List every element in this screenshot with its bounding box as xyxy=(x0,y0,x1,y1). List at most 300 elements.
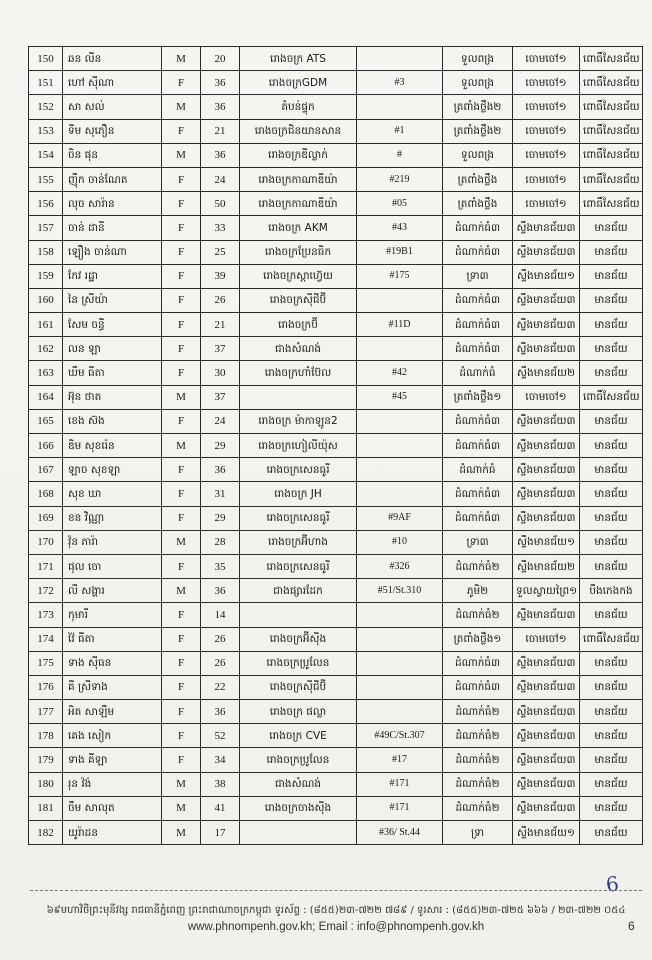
age-cell: 14 xyxy=(201,603,240,627)
name-cell: កែវ រដ្ឋា xyxy=(63,264,162,288)
house-number-cell xyxy=(357,627,443,651)
table-row xyxy=(29,192,643,216)
district-cell: មានជ័យ xyxy=(580,748,643,772)
workplace-cell: រោងចក្រGDM xyxy=(240,71,357,95)
commune-cell: ចោមចៅ១ xyxy=(513,627,580,651)
age-cell: 41 xyxy=(201,796,240,820)
district-cell: មានជ័យ xyxy=(580,216,643,240)
row-number-cell: 179 xyxy=(29,748,63,772)
name-cell: ចឹម សាលុត xyxy=(63,796,162,820)
name-cell: លី សង្ហារ xyxy=(63,579,162,603)
village-cell: ដំណាក់ធំ xyxy=(443,361,513,385)
table-row xyxy=(29,724,643,748)
workplace-cell: រោងចក្រឌីល្លាក់ xyxy=(240,143,357,167)
workplace-cell: រោងចក្រអ៊ីស៊ីង xyxy=(240,627,357,651)
workplace-cell: តំបន់ផ្ទុក xyxy=(240,95,357,119)
footer-contact: www.phnompenh.gov.kh; Email : info@phnompenh.gov.kh xyxy=(187,921,485,933)
district-cell: មានជ័យ xyxy=(580,361,643,385)
age-cell: 21 xyxy=(201,119,240,143)
sex-cell: M xyxy=(162,47,201,71)
age-cell: 24 xyxy=(201,167,240,191)
district-cell: មានជ័យ xyxy=(580,554,643,578)
age-cell: 36 xyxy=(201,71,240,95)
age-cell: 52 xyxy=(201,724,240,748)
sex-cell: F xyxy=(162,288,201,312)
table-body xyxy=(29,47,643,845)
age-cell: 38 xyxy=(201,772,240,796)
table-row xyxy=(29,167,643,191)
row-number-cell: 159 xyxy=(29,264,63,288)
district-cell: ពោធិ៍សែនជ័យ xyxy=(580,167,643,191)
workplace-cell: រោងចក្រស៊ីជីប៊ី xyxy=(240,675,357,699)
row-number-cell: 171 xyxy=(29,554,63,578)
district-cell: ពោធិ៍សែនជ័យ xyxy=(580,47,643,71)
row-number-cell: 152 xyxy=(29,95,63,119)
row-number-cell: 182 xyxy=(29,821,63,845)
workplace-cell: ជាងសំណង់ xyxy=(240,337,357,361)
name-cell: គី ស្រីទាង xyxy=(63,675,162,699)
sex-cell: M xyxy=(162,796,201,820)
district-cell: ពោធិ៍សែនជ័យ xyxy=(580,627,643,651)
house-number-cell: #9AF xyxy=(357,506,443,530)
footer-address: ៦៩មហាវិថីព្រះមុនីវង្ស រាជធានីភ្នំពេញ ព្រះរាជាណាចក្រកម្ពុជា ទូរស័ព្ទ : (៨៥៥)២៣-៧២២ ៧៨៩ / ទូរសារ : (៨៥៥)២៣-៧២៥ ៦៦៦ / ២៣-៧២២ ០៥៤ xyxy=(46,905,626,916)
village-cell: ដំណាក់ធំ៣ xyxy=(443,651,513,675)
name-cell: ឆន លីន xyxy=(63,47,162,71)
age-cell: 29 xyxy=(201,506,240,530)
table-row xyxy=(29,748,643,772)
sex-cell: M xyxy=(162,579,201,603)
district-cell: ពោធិ៍សែនជ័យ xyxy=(580,71,643,95)
row-number-cell: 170 xyxy=(29,530,63,554)
commune-cell: ស្ទឹងមានជ័យ៣ xyxy=(513,288,580,312)
name-cell: ចិន ផុន xyxy=(63,143,162,167)
row-number-cell: 173 xyxy=(29,603,63,627)
house-number-cell xyxy=(357,47,443,71)
house-number-cell xyxy=(357,409,443,433)
age-cell: 39 xyxy=(201,264,240,288)
name-cell: ផុល ចោ xyxy=(63,554,162,578)
village-cell: ដំណាក់ធំ២ xyxy=(443,772,513,796)
commune-cell: ស្ទឹងមានជ័យ១ xyxy=(513,530,580,554)
commune-cell: ស្ទឹងមានជ័យ៣ xyxy=(513,748,580,772)
house-number-cell: #19B1 xyxy=(357,240,443,264)
village-cell: ដំណាក់ធំ៣ xyxy=(443,240,513,264)
page-number: 6 xyxy=(628,919,635,933)
row-number-cell: 178 xyxy=(29,724,63,748)
workplace-cell: រោងចក្រ ម៉ាកាឡូន2 xyxy=(240,409,357,433)
village-cell: ដំណាក់ធំ៣ xyxy=(443,434,513,458)
house-number-cell: #326 xyxy=(357,554,443,578)
commune-cell: ស្ទឹងមានជ័យ៣ xyxy=(513,482,580,506)
row-number-cell: 163 xyxy=(29,361,63,385)
village-cell: ដំណាក់ធំ៣ xyxy=(443,216,513,240)
table-row xyxy=(29,361,643,385)
table-row xyxy=(29,675,643,699)
district-cell: មានជ័យ xyxy=(580,264,643,288)
district-cell: មានជ័យ xyxy=(580,530,643,554)
house-number-cell xyxy=(357,288,443,312)
name-cell: ឃឹម ធីតា xyxy=(63,361,162,385)
table-row xyxy=(29,482,643,506)
village-cell: ទ្រា៣ xyxy=(443,264,513,288)
workplace-cell: រោងចក្រជិនយានសាន xyxy=(240,119,357,143)
row-number-cell: 151 xyxy=(29,71,63,95)
sex-cell: M xyxy=(162,434,201,458)
house-number-cell: #171 xyxy=(357,772,443,796)
sex-cell: F xyxy=(162,482,201,506)
name-cell: ឡឿង ចាន់ណា xyxy=(63,240,162,264)
district-cell: មានជ័យ xyxy=(580,700,643,724)
village-cell: ដំណាក់ធំ៣ xyxy=(443,506,513,530)
table-row xyxy=(29,821,643,845)
table-row xyxy=(29,385,643,409)
name-cell: យូរ៉ាដន xyxy=(63,821,162,845)
case-list-table xyxy=(28,46,643,845)
row-number-cell: 164 xyxy=(29,385,63,409)
commune-cell: ស្ទឹងមានជ័យ២ xyxy=(513,554,580,578)
age-cell: 20 xyxy=(201,47,240,71)
sex-cell: F xyxy=(162,700,201,724)
village-cell: ត្រពាំងថ្លឹង២ xyxy=(443,95,513,119)
row-number-cell: 162 xyxy=(29,337,63,361)
house-number-cell: #219 xyxy=(357,167,443,191)
house-number-cell xyxy=(357,482,443,506)
commune-cell: ស្ទឹងមានជ័យ៣ xyxy=(513,724,580,748)
village-cell: ដំណាក់ធំ២ xyxy=(443,700,513,724)
workplace-cell: រោងចក្រសេនធូរី xyxy=(240,554,357,578)
table-row xyxy=(29,264,643,288)
village-cell: ទ្រា xyxy=(443,821,513,845)
house-number-cell: #05 xyxy=(357,192,443,216)
district-cell: បឹងកេងកង xyxy=(580,579,643,603)
table-row xyxy=(29,506,643,530)
house-number-cell: #49C/St.307 xyxy=(357,724,443,748)
sex-cell: F xyxy=(162,409,201,433)
sex-cell: M xyxy=(162,385,201,409)
house-number-cell xyxy=(357,700,443,724)
sex-cell: F xyxy=(162,71,201,95)
house-number-cell: #175 xyxy=(357,264,443,288)
village-cell: ដំណាក់ធំ xyxy=(443,458,513,482)
commune-cell: ស្ទឹងមានជ័យ៣ xyxy=(513,216,580,240)
commune-cell: ស្ទឹងមានជ័យ៣ xyxy=(513,458,580,482)
sex-cell: F xyxy=(162,119,201,143)
age-cell: 31 xyxy=(201,482,240,506)
commune-cell: ចោមចៅ១ xyxy=(513,119,580,143)
village-cell: ដំណាក់ធំ៣ xyxy=(443,409,513,433)
name-cell: សុខ ឃា xyxy=(63,482,162,506)
age-cell: 33 xyxy=(201,216,240,240)
age-cell: 28 xyxy=(201,530,240,554)
village-cell: ដំណាក់ធំ៣ xyxy=(443,337,513,361)
name-cell: វ៉ុន ភារ៉ា xyxy=(63,530,162,554)
house-number-cell xyxy=(357,95,443,119)
village-cell: ដំណាក់ធំ៣ xyxy=(443,313,513,337)
name-cell: ទីម សុភឿន xyxy=(63,119,162,143)
row-number-cell: 166 xyxy=(29,434,63,458)
row-number-cell: 169 xyxy=(29,506,63,530)
village-cell: ដំណាក់ធំ២ xyxy=(443,796,513,820)
name-cell: ឌិម សុខរ៉េន xyxy=(63,434,162,458)
row-number-cell: 172 xyxy=(29,579,63,603)
workplace-cell: រោងចក្រសេនធូរី xyxy=(240,506,357,530)
workplace-cell xyxy=(240,385,357,409)
sex-cell: F xyxy=(162,264,201,288)
row-number-cell: 150 xyxy=(29,47,63,71)
house-number-cell: #1 xyxy=(357,119,443,143)
name-cell: លន ឡា xyxy=(63,337,162,361)
row-number-cell: 180 xyxy=(29,772,63,796)
commune-cell: ស្ទឹងមានជ័យ៣ xyxy=(513,313,580,337)
table-row xyxy=(29,288,643,312)
commune-cell: ចោមចៅ១ xyxy=(513,192,580,216)
sex-cell: M xyxy=(162,821,201,845)
name-cell: កុមារី xyxy=(63,603,162,627)
age-cell: 36 xyxy=(201,579,240,603)
district-cell: មានជ័យ xyxy=(580,458,643,482)
table-row xyxy=(29,700,643,724)
sex-cell: F xyxy=(162,675,201,699)
district-cell: ពោធិ៍សែនជ័យ xyxy=(580,192,643,216)
sex-cell: F xyxy=(162,651,201,675)
sex-cell: M xyxy=(162,530,201,554)
sex-cell: F xyxy=(162,603,201,627)
table-row xyxy=(29,796,643,820)
name-cell: អ៊ុន ថាត xyxy=(63,385,162,409)
village-cell: ភូមិ២ xyxy=(443,579,513,603)
table-row xyxy=(29,313,643,337)
row-number-cell: 160 xyxy=(29,288,63,312)
row-number-cell: 165 xyxy=(29,409,63,433)
house-number-cell: #17 xyxy=(357,748,443,772)
workplace-cell: រោងចក្រចាងស៊ីង xyxy=(240,796,357,820)
workplace-cell xyxy=(240,603,357,627)
district-cell: មានជ័យ xyxy=(580,288,643,312)
commune-cell: ស្ទឹងមានជ័យ៣ xyxy=(513,772,580,796)
footer-divider xyxy=(30,890,642,891)
workplace-cell: ជាងសំណង់ xyxy=(240,772,357,796)
name-cell: នៃ ស្រីយ៉ា xyxy=(63,288,162,312)
village-cell: ដំណាក់ធំ២ xyxy=(443,748,513,772)
district-cell: ពោធិ៍សែនជ័យ xyxy=(580,143,643,167)
commune-cell: ចោមចៅ១ xyxy=(513,143,580,167)
commune-cell: ស្ទឹងមានជ័យ១ xyxy=(513,821,580,845)
handwritten-mark: 6 xyxy=(604,871,621,897)
age-cell: 21 xyxy=(201,313,240,337)
commune-cell: ស្ទឹងមានជ័យ៣ xyxy=(513,434,580,458)
house-number-cell: #45 xyxy=(357,385,443,409)
house-number-cell: #171 xyxy=(357,796,443,820)
commune-cell: ស្ទឹងមានជ័យ៣ xyxy=(513,675,580,699)
table-row xyxy=(29,143,643,167)
age-cell: 22 xyxy=(201,675,240,699)
row-number-cell: 168 xyxy=(29,482,63,506)
village-cell: ដំណាក់ធំ២ xyxy=(443,724,513,748)
district-cell: មានជ័យ xyxy=(580,337,643,361)
workplace-cell: រោងចក្រសេនធូរី xyxy=(240,458,357,482)
village-cell: ដំណាក់ធំ៣ xyxy=(443,288,513,312)
workplace-cell: រោងចក្រស៊ីជីប៊ី xyxy=(240,288,357,312)
workplace-cell: រោងចក្រ ផល្លា xyxy=(240,700,357,724)
table-row xyxy=(29,95,643,119)
name-cell: ឡាច សុខឡា xyxy=(63,458,162,482)
workplace-cell: រោងចក្រហាំប៊ែល xyxy=(240,361,357,385)
table-row xyxy=(29,409,643,433)
house-number-cell: #36/ St.44 xyxy=(357,821,443,845)
row-number-cell: 176 xyxy=(29,675,63,699)
district-cell: ពោធិ៍សែនជ័យ xyxy=(580,95,643,119)
district-cell: ពោធិ៍សែនជ័យ xyxy=(580,385,643,409)
table-row xyxy=(29,458,643,482)
row-number-cell: 154 xyxy=(29,143,63,167)
sex-cell: F xyxy=(162,240,201,264)
house-number-cell xyxy=(357,675,443,699)
commune-cell: ស្ទឹងមានជ័យ៣ xyxy=(513,409,580,433)
row-number-cell: 174 xyxy=(29,627,63,651)
district-cell: មានជ័យ xyxy=(580,675,643,699)
table-row xyxy=(29,119,643,143)
table-row xyxy=(29,627,643,651)
table-row xyxy=(29,216,643,240)
age-cell: 26 xyxy=(201,627,240,651)
commune-cell: ស្ទឹងមានជ័យ៣ xyxy=(513,506,580,530)
house-number-cell xyxy=(357,458,443,482)
name-cell: សា សល់ xyxy=(63,95,162,119)
sex-cell: M xyxy=(162,95,201,119)
row-number-cell: 153 xyxy=(29,119,63,143)
house-number-cell xyxy=(357,337,443,361)
name-cell: គេង សៀក xyxy=(63,724,162,748)
age-cell: 36 xyxy=(201,143,240,167)
village-cell: ទួលពង្រ xyxy=(443,47,513,71)
district-cell: មានជ័យ xyxy=(580,821,643,845)
village-cell: ត្រពាំងថ្លឹង xyxy=(443,167,513,191)
sex-cell: F xyxy=(162,313,201,337)
workplace-cell: រោងចក្រ ATS xyxy=(240,47,357,71)
age-cell: 34 xyxy=(201,748,240,772)
name-cell: លុច សារ៉ាន xyxy=(63,192,162,216)
workplace-cell: រោងចក្រប្រូលែន xyxy=(240,651,357,675)
district-cell: មានជ័យ xyxy=(580,603,643,627)
commune-cell: ចោមចៅ១ xyxy=(513,47,580,71)
name-cell: ទាង គីឡា xyxy=(63,748,162,772)
age-cell: 37 xyxy=(201,337,240,361)
sex-cell: M xyxy=(162,143,201,167)
commune-cell: ស្ទឹងមានជ័យ៣ xyxy=(513,700,580,724)
sex-cell: F xyxy=(162,361,201,385)
row-number-cell: 156 xyxy=(29,192,63,216)
house-number-cell: #42 xyxy=(357,361,443,385)
workplace-cell: រោងចក្រអ៊ីហាង xyxy=(240,530,357,554)
village-cell: ដំណាក់ធំ៣ xyxy=(443,675,513,699)
row-number-cell: 161 xyxy=(29,313,63,337)
village-cell: ត្រពាំងថ្លឹង១ xyxy=(443,385,513,409)
village-cell: ត្រពាំងថ្លឹង xyxy=(443,192,513,216)
table-row xyxy=(29,651,643,675)
commune-cell: ទួលស្វាយព្រៃ១ xyxy=(513,579,580,603)
sex-cell: F xyxy=(162,192,201,216)
sex-cell: F xyxy=(162,627,201,651)
table-row xyxy=(29,337,643,361)
name-cell: វ៉ៃ ធីតា xyxy=(63,627,162,651)
commune-cell: ចោមចៅ១ xyxy=(513,385,580,409)
district-cell: ពោធិ៍សែនជ័យ xyxy=(580,119,643,143)
village-cell: ត្រពាំងថ្លឹង២ xyxy=(443,119,513,143)
district-cell: មានជ័យ xyxy=(580,313,643,337)
house-number-cell xyxy=(357,651,443,675)
commune-cell: ស្ទឹងមានជ័យ៣ xyxy=(513,796,580,820)
district-cell: មានជ័យ xyxy=(580,724,643,748)
house-number-cell: #43 xyxy=(357,216,443,240)
house-number-cell xyxy=(357,434,443,458)
table-row xyxy=(29,240,643,264)
district-cell: មានជ័យ xyxy=(580,772,643,796)
row-number-cell: 175 xyxy=(29,651,63,675)
table-row xyxy=(29,772,643,796)
district-cell: មានជ័យ xyxy=(580,506,643,530)
workplace-cell: រោងចក្រស្តាហ៊្វេយ xyxy=(240,264,357,288)
workplace-cell: ជាងផ្សារដែក xyxy=(240,579,357,603)
row-number-cell: 177 xyxy=(29,700,63,724)
commune-cell: ចោមចៅ១ xyxy=(513,71,580,95)
sex-cell: F xyxy=(162,458,201,482)
workplace-cell: រោងចក្រប៊ី xyxy=(240,313,357,337)
district-cell: មានជ័យ xyxy=(580,482,643,506)
village-cell: ដំណាក់ធំ៣ xyxy=(443,482,513,506)
commune-cell: ស្ទឹងមានជ័យ១ xyxy=(513,264,580,288)
table-row xyxy=(29,603,643,627)
age-cell: 36 xyxy=(201,95,240,119)
table-row xyxy=(29,579,643,603)
table-row xyxy=(29,554,643,578)
workplace-cell: រោងចក្រ AKM xyxy=(240,216,357,240)
age-cell: 36 xyxy=(201,700,240,724)
house-number-cell: # xyxy=(357,143,443,167)
house-number-cell xyxy=(357,603,443,627)
commune-cell: ស្ទឹងមានជ័យ៣ xyxy=(513,337,580,361)
house-number-cell: #51/St.310 xyxy=(357,579,443,603)
sex-cell: F xyxy=(162,724,201,748)
village-cell: ដំណាក់ធំ២ xyxy=(443,554,513,578)
district-cell: មានជ័យ xyxy=(580,409,643,433)
table-row xyxy=(29,47,643,71)
name-cell: ចាន់ ដានី xyxy=(63,216,162,240)
workplace-cell: រោងចក្រប្រូលែន xyxy=(240,748,357,772)
name-cell: រុន វ៉ង់ xyxy=(63,772,162,796)
table-row xyxy=(29,434,643,458)
table-row xyxy=(29,71,643,95)
district-cell: មានជ័យ xyxy=(580,240,643,264)
name-cell: ហៅ ស៊ីណា xyxy=(63,71,162,95)
sex-cell: F xyxy=(162,216,201,240)
commune-cell: ស្ទឹងមានជ័យ៣ xyxy=(513,240,580,264)
age-cell: 24 xyxy=(201,409,240,433)
district-cell: មានជ័យ xyxy=(580,434,643,458)
age-cell: 17 xyxy=(201,821,240,845)
workplace-cell xyxy=(240,821,357,845)
row-number-cell: 155 xyxy=(29,167,63,191)
house-number-cell: #10 xyxy=(357,530,443,554)
village-cell: ត្រពាំងថ្លឹង១ xyxy=(443,627,513,651)
workplace-cell: រោងចក្រកាណាឌីយ៉ា xyxy=(240,192,357,216)
row-number-cell: 157 xyxy=(29,216,63,240)
workplace-cell: រោងចក្រហៀលីយ៉ុស xyxy=(240,434,357,458)
workplace-cell: រោងចក្រ JH xyxy=(240,482,357,506)
sex-cell: F xyxy=(162,337,201,361)
name-cell: ខេង ស៊ង xyxy=(63,409,162,433)
name-cell: ខន វិណ្ណា xyxy=(63,506,162,530)
sex-cell: F xyxy=(162,748,201,772)
